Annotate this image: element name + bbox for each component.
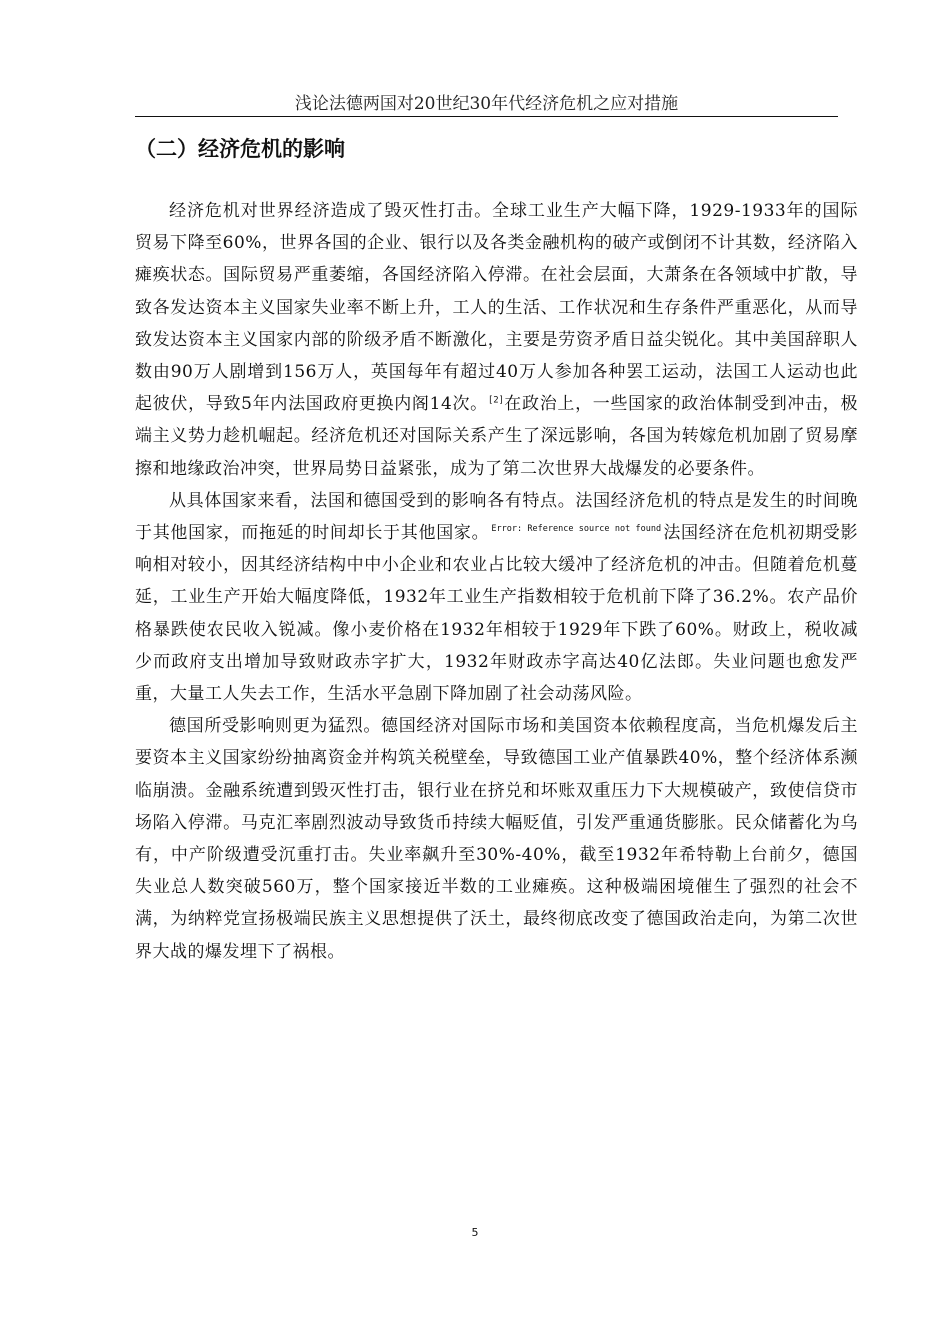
paragraph-3: 德国所受影响则更为猛烈。德国经济对国际市场和美国资本依赖程度高，当危机爆发后主要资本主义国家纷纷抽离资金并构筑关税壁垒，导致德国工业产值暴跌40%，整个经济体系濒临崩溃。金融系统遭到毁灭性打击，银行业在挤兑和坏账双重压力下大规模破产，致使信贷市场陷入停滞。马克汇率剧烈波动导致货币持续大幅贬值，引发严重通货膨胀。民众储蓄化为乌有，中产阶级遭受沉重打击。失业率飙升至30%-40%，截至1932年希特勒上台前夕，德国失业总人数突破560万，整个国家接近半数的工业瘫痪。这种极端困境催生了强烈的社会不满，为纳粹党宣扬极端民族主义思想提供了沃土，最终彻底改变了德国政治走向，为第二次世界大战的爆发埋下了祸根。 bbox=[135, 716, 858, 962]
reference-error-note: Error: Reference source not found bbox=[491, 524, 662, 535]
body-text bbox=[135, 195, 858, 968]
header-rule bbox=[135, 116, 838, 117]
paragraph-2 bbox=[135, 485, 858, 710]
page-number: 5 bbox=[471, 1226, 479, 1239]
running-header: 浅论法德两国对20世纪30年代经济危机之应对措施 bbox=[294, 94, 679, 114]
paragraph-1-part-a: 经济危机对世界经济造成了毁灭性打击。全球工业生产大幅下降，1929-1933年的国际贸易下降至60%，世界各国的企业、银行以及各类金融机构的破产或倒闭不计其数，经济陷入瘫痪状态。国际贸易严重萎缩，各国经济陷入停滞。在社会层面，大萧条在各领域中扩散，导致各发达资本主义国家失业率不断上升，工人的生活、工作状况和生存条件严重恶化，从而导致发达资本主义国家内部的阶级矛盾不断激化，主要是劳资矛盾日益尖锐化。其中美国辞职人数由90万人剧增到156万人，英国每年有超过40万人参加各种罢工运动，法国工人运动也此起彼伏，导致5年内法国政府更换内阁14次。 bbox=[135, 201, 858, 415]
section-heading: （二）经济危机的影响 bbox=[135, 137, 345, 161]
citation-ref-2[interactable]: [2] bbox=[487, 395, 505, 406]
paragraph-2-part-a: 从具体国家来看，法国和德国受到的影响各有特点。法国经济危机的特点是发生的时间晚于其他国家，而拖延的时间却长于其他国家。 bbox=[135, 490, 858, 544]
paragraph-1-part-b: 在政治上，一些国家的政治体制受到冲击，极端主义势力趁机崛起。经济危机还对国际关系产生了深远影响，各国为转嫁危机加剧了贸易摩擦和地缘政治冲突，世界局势日益紧张，成为了第二次世界大战爆发的必要条件。 bbox=[135, 394, 858, 479]
paragraph-1 bbox=[135, 195, 858, 485]
paragraph-2-part-b: 法国经济在危机初期受影响相对较小，因其经济结构中中小企业和农业占比较大缓冲了经济危机的冲击。但随着危机蔓延，工业生产开始大幅度降低，1932年工业生产指数相较于危机前下降了36.2%。农产品价格暴跌使农民收入锐减。像小麦价格在1932年相较于1929年下跌了60%。财政上，税收减少而政府支出增加导致财政赤字扩大，1932年财政赤字高达40亿法郎。失业问题也愈发严重，大量工人失去工作，生活水平急剧下降加剧了社会动荡风险。 bbox=[135, 523, 859, 705]
